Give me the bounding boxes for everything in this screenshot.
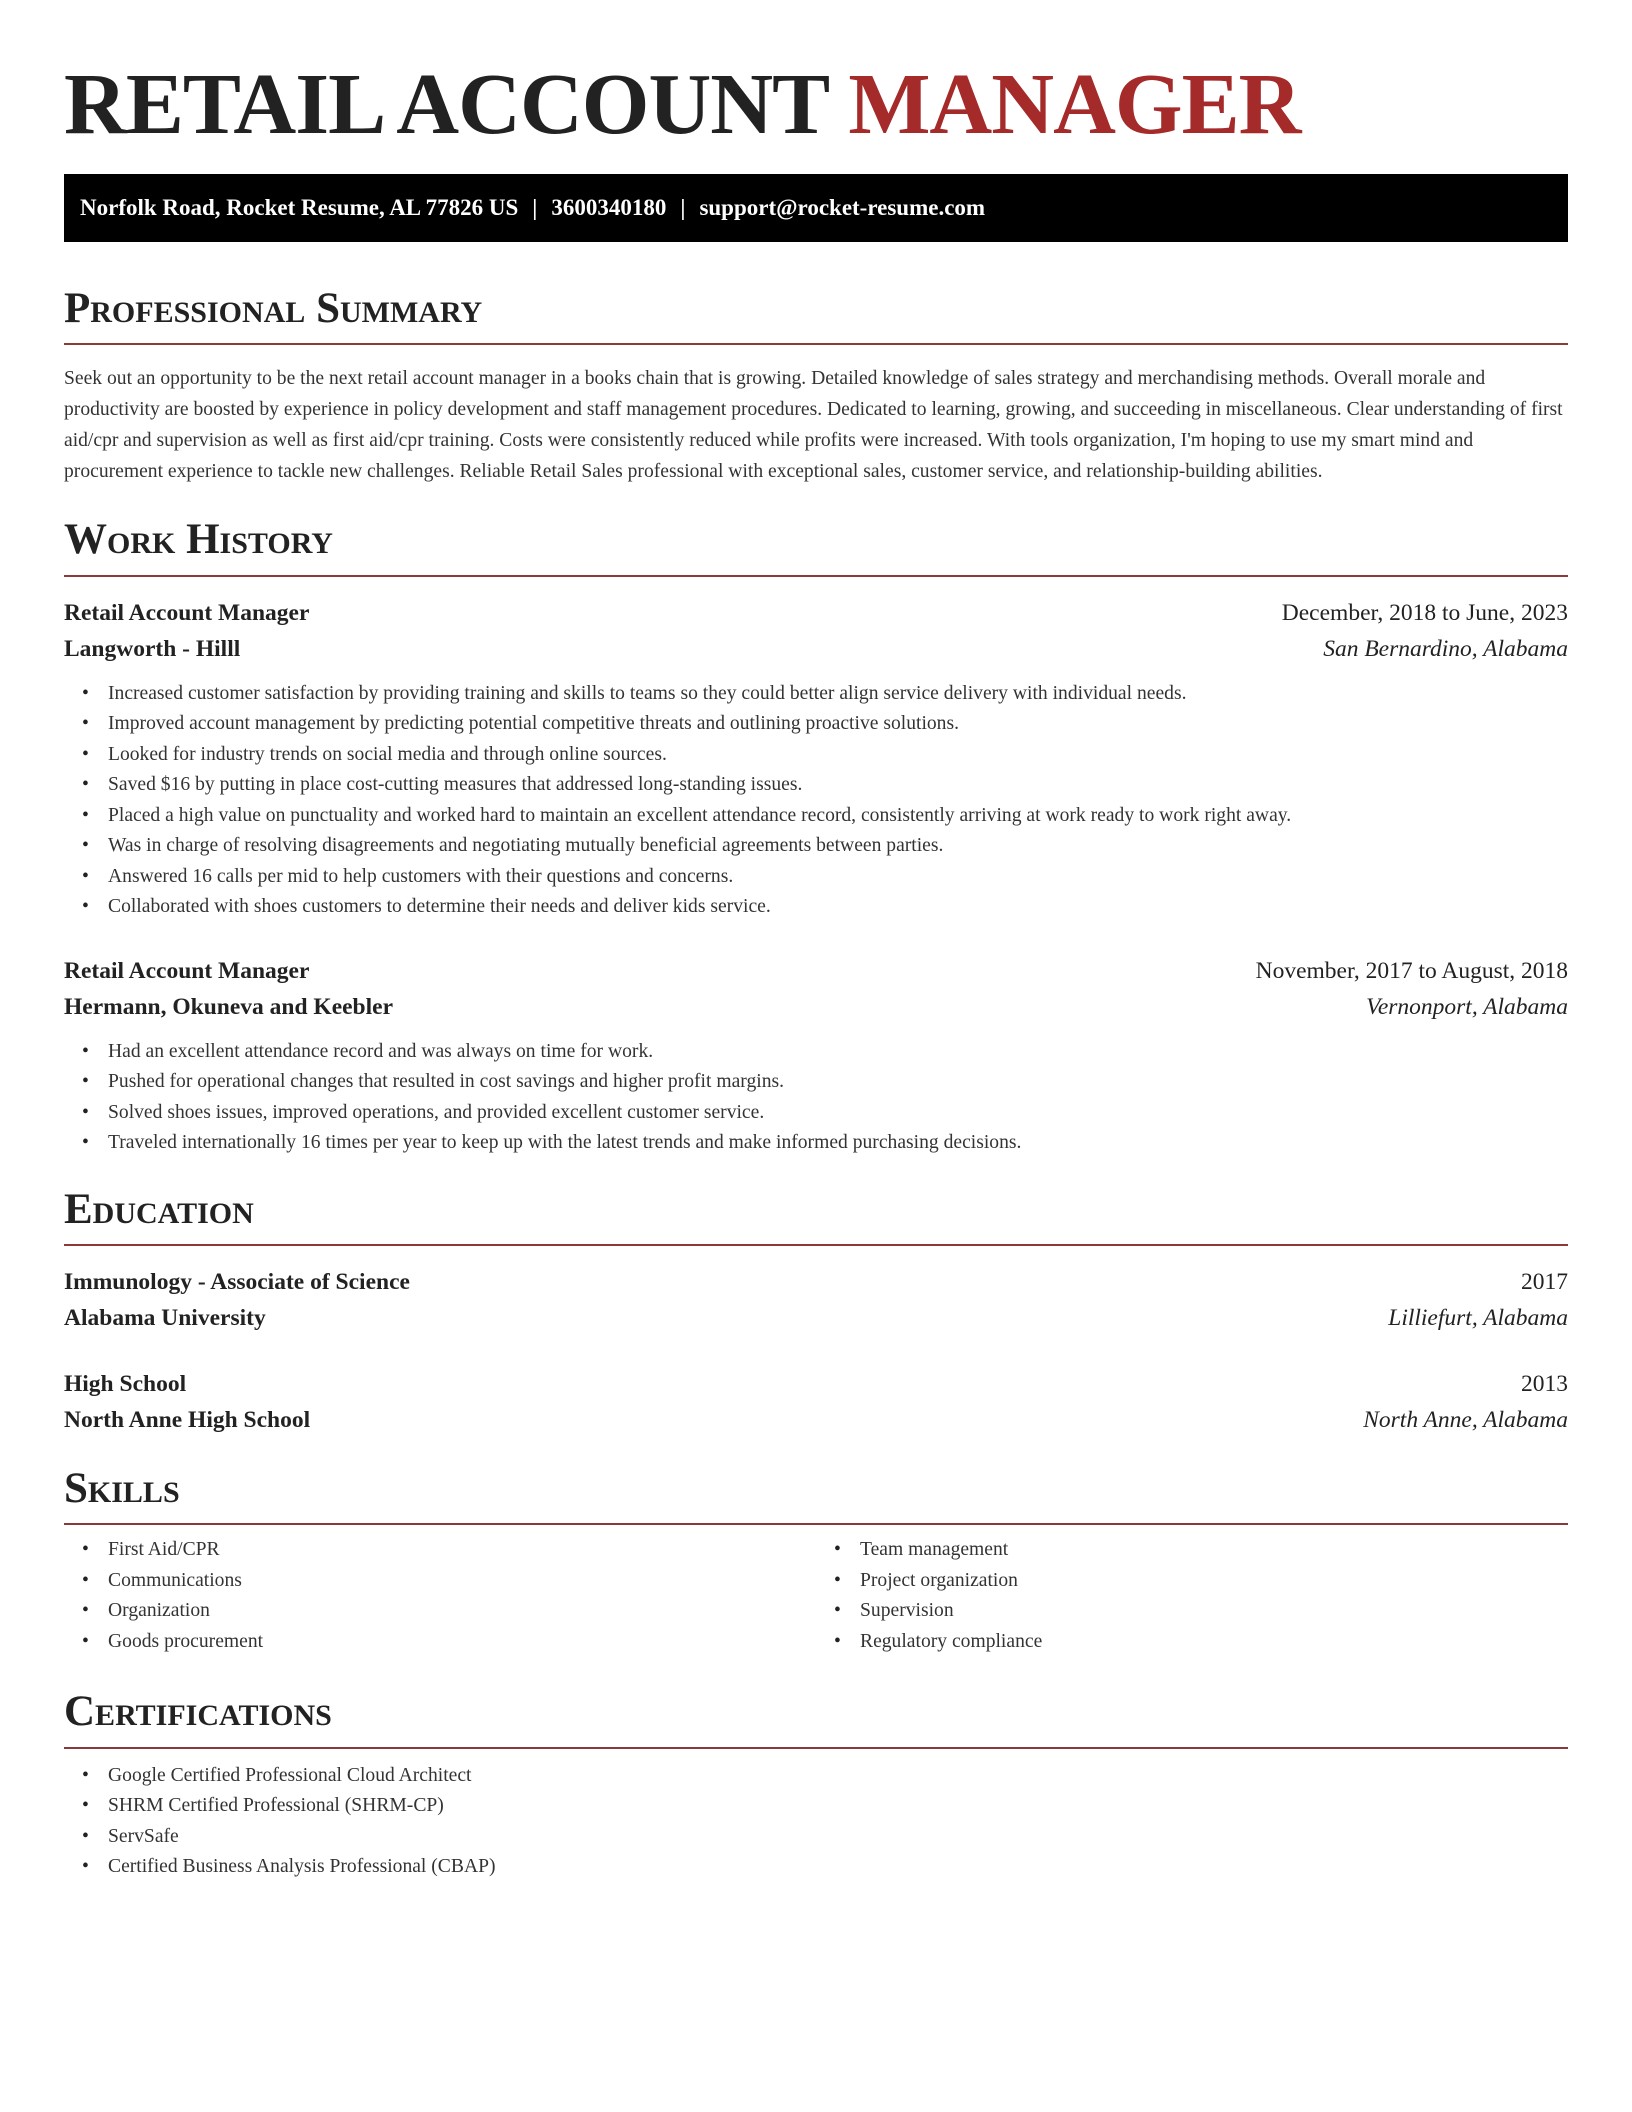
list-item: • ServSafe <box>108 1822 1568 1853</box>
education-section <box>64 1185 1568 1438</box>
contact-email: support@rocket-resume.com <box>699 194 986 220</box>
list-item: • Improved account management by predicting potential competitive threats and outlining proactive solutions. <box>108 709 1568 740</box>
list-item: • First Aid/CPR <box>108 1535 816 1566</box>
job-entry <box>64 953 1568 1159</box>
job-bullets <box>64 679 1568 923</box>
list-item: • Collaborated with shoes customers to determine their needs and deliver kids service. <box>108 892 1568 923</box>
list-item: • Pushed for operational changes that resulted in cost savings and higher profit margins. <box>108 1067 1568 1098</box>
skills-grid <box>64 1535 1568 1657</box>
skills-list-right <box>816 1535 1568 1657</box>
summary-heading: Professional Summary <box>64 284 1568 345</box>
education-school-row <box>64 1402 1568 1438</box>
list-item: • Answered 16 calls per mid to help customers with their questions and concerns. <box>108 862 1568 893</box>
job-position: Retail Account Manager <box>64 957 310 984</box>
summary-text: Seek out an opportunity to be the next retail account manager in a books chain that is growing. Detailed knowledge of sales strategy and merchandising methods. Overall morale and productivity are boosted by experience in policy development and staff management procedures. Dedicated to learning, growing, and succeeding in miscellaneous. Clear understanding of first aid/cpr and supervision as well as first aid/cpr training. Costs were consistently reduced while profits were increased. With tools organization, I'm hoping to use my smart mind and procurement experience to tackle new challenges. Reliable Retail Sales professional with exceptional sales, customer service, and relationship-building abilities. <box>64 368 1563 483</box>
list-item: • Increased customer satisfaction by providing training and skills to teams so they could better align service delivery with individual needs. <box>108 679 1568 710</box>
certifications-heading: Certifications <box>64 1687 1568 1748</box>
job-position: Retail Account Manager <box>64 599 310 626</box>
education-entry <box>64 1264 1568 1336</box>
job-bullets <box>64 1037 1568 1159</box>
job-company: Hermann, Okuneva and Keebler <box>64 993 394 1020</box>
skills-section <box>64 1464 1568 1657</box>
list-item: • Traveled internationally 16 times per year to keep up with the latest trends and make informed purchasing decisions. <box>108 1128 1568 1159</box>
job-header-row <box>64 595 1568 631</box>
education-year: 2017 <box>1521 1269 1568 1295</box>
summary-section <box>64 284 1568 487</box>
list-item: • Communications <box>108 1566 816 1597</box>
certifications-list <box>64 1761 1568 1883</box>
job-location: Vernonport, Alabama <box>1366 993 1568 1020</box>
list-item: • Project organization <box>860 1566 1568 1597</box>
education-degree: Immunology - Associate of Science <box>64 1269 410 1295</box>
education-degree-row <box>64 1264 1568 1300</box>
list-item: • Goods procurement <box>108 1627 816 1658</box>
list-item: • Certified Business Analysis Professional (CBAP) <box>108 1852 1568 1883</box>
education-school: North Anne High School <box>64 1407 311 1433</box>
list-item: • Was in charge of resolving disagreements and negotiating mutually beneficial agreements between parties. <box>108 831 1568 862</box>
work-history-heading: Work History <box>64 515 1568 576</box>
job-company: Langworth - Hilll <box>64 635 241 662</box>
education-year: 2013 <box>1521 1371 1568 1397</box>
education-heading: Education <box>64 1185 1568 1246</box>
list-item: • Placed a high value on punctuality and worked hard to maintain an excellent attendance record, consistently arriving at work ready to work right away. <box>108 801 1568 832</box>
job-company-row <box>64 631 1568 667</box>
job-entry <box>64 595 1568 923</box>
list-item: • Looked for industry trends on social media and through online sources. <box>108 740 1568 771</box>
education-degree-row <box>64 1366 1568 1402</box>
list-item: • Team management <box>860 1535 1568 1566</box>
education-degree: High School <box>64 1371 187 1397</box>
contact-separator: | <box>532 194 538 220</box>
contact-bar <box>64 174 1568 242</box>
list-item: • Solved shoes issues, improved operations, and provided excellent customer service. <box>108 1098 1568 1129</box>
list-item: • Organization <box>108 1596 816 1627</box>
job-dates: December, 2018 to June, 2023 <box>1281 599 1568 626</box>
candidate-name <box>64 56 1568 152</box>
name-first: RETAIL ACCOUNT <box>64 55 828 152</box>
list-item: • Had an excellent attendance record and was always on time for work. <box>108 1037 1568 1068</box>
contact-address: Norfolk Road, Rocket Resume, AL 77826 US <box>80 194 519 220</box>
list-item: • Regulatory compliance <box>860 1627 1568 1658</box>
job-dates: November, 2017 to August, 2018 <box>1255 957 1568 984</box>
education-entry <box>64 1366 1568 1438</box>
job-header-row <box>64 953 1568 989</box>
education-school-row <box>64 1300 1568 1336</box>
list-item: • Saved $16 by putting in place cost-cutting measures that addressed long-standing issues. <box>108 770 1568 801</box>
contact-separator: | <box>680 194 686 220</box>
list-item: • SHRM Certified Professional (SHRM-CP) <box>108 1791 1568 1822</box>
contact-phone: 3600340180 <box>551 194 667 220</box>
education-school: Alabama University <box>64 1305 266 1331</box>
certifications-section <box>64 1687 1568 1882</box>
education-location: Lilliefurt, Alabama <box>1388 1305 1568 1331</box>
skills-list-left <box>64 1535 816 1657</box>
name-last: MANAGER <box>848 55 1301 152</box>
skills-heading: Skills <box>64 1464 1568 1525</box>
job-company-row <box>64 989 1568 1025</box>
list-item: • Google Certified Professional Cloud Architect <box>108 1761 1568 1792</box>
education-location: North Anne, Alabama <box>1363 1407 1568 1433</box>
list-item: • Supervision <box>860 1596 1568 1627</box>
job-location: San Bernardino, Alabama <box>1323 635 1568 662</box>
work-history-section <box>64 515 1568 1158</box>
